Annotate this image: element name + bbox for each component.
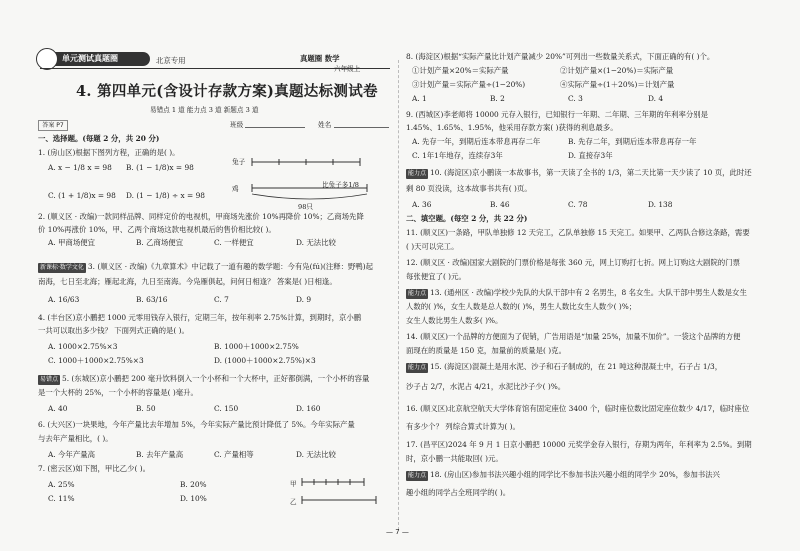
q10-option-d: D. 138 — [648, 200, 673, 209]
q1-option-d: D. (1 − 1/8) ÷ x = 98 — [126, 191, 205, 200]
q4-option-d: D. (1000＋1000×2.75%)×3 — [214, 356, 316, 365]
q7-stem: 7. (密云区)如下图，甲比乙少( )。 — [38, 464, 150, 473]
q8-statement-3: ③计划产量＝实际产量÷(1−20%) — [412, 80, 526, 89]
q2-option-c: C. 一样便宜 — [214, 238, 254, 247]
q4-option-c: C. 1000＋1000×2.75%×3 — [48, 356, 144, 365]
q4-stem-line1: 4. (丰台区)京小鹏把 1000 元零用钱存入银行，定期三年，按年利率 2.75%计算，到期时，京小鹏 — [38, 313, 362, 322]
q5-stem-line2: 是一个大杯的 25%，一个小杯的容量是( )毫升。 — [38, 388, 198, 397]
series-logo-text: 单元测试真题圈 — [62, 54, 118, 63]
name-label: 姓名 — [318, 121, 332, 129]
name-fill-line — [334, 127, 389, 128]
q7-option-c: C. 11% — [48, 494, 75, 503]
q18-tag: 能力点 — [408, 472, 427, 479]
q13-stem-line1 — [406, 288, 747, 299]
q14-stem-line1: 14. (顺义区)一个品牌的方便面为了促销，广告用语是“加量 25%，加量不加价”。一袋这个品牌的方便 — [406, 332, 741, 341]
q1-option-c: C. (1 + 1/8)x = 98 — [48, 191, 116, 200]
q10-stem-text: 10. (海淀区)京小鹏读一本故事书，第一天读了全书的 1/3，第二天比第一天少读了 10 页，此时还 — [430, 168, 752, 177]
page-number: — 7 — — [386, 528, 409, 536]
q2-option-b: B. 乙商场便宜 — [136, 238, 184, 247]
q9-option-a: A. 先存一年，到期后连本带息再存二年 — [412, 137, 541, 146]
q7-option-b: B. 20% — [180, 480, 207, 489]
q18-stem-line2: 趣小组的同学占全班同学的( )。 — [406, 488, 511, 497]
q3-option-d: D. 9 — [296, 295, 312, 304]
q1-option-a: A. x − 1/8 x = 98 — [48, 163, 112, 172]
q15-tag: 能力点 — [408, 364, 427, 371]
grade-label: 六年级上 — [334, 65, 361, 73]
answer-reference: 答案 P7 — [38, 120, 68, 131]
q15-stem-line1 — [406, 362, 722, 373]
q5-tag: 易错点 — [40, 376, 59, 383]
page-title: 4. 第四单元(含设计存款方案)真题达标测试卷 — [76, 83, 378, 100]
mascot-icon — [36, 48, 58, 70]
q8-option-c: C. 3 — [568, 94, 583, 103]
q15-stem-text: 15. (海淀区)混凝土是用水泥、沙子和石子制成的，在 21 吨这种混凝土中，石子占 1/3， — [430, 362, 723, 371]
q13-stem-line2: 人数的( )%，女生人数是总人数的( )%，男生人数比女生人数少( )%； — [406, 302, 637, 311]
q3-tag: 新课标·数学文化 — [40, 264, 84, 271]
q3-option-a: A. 16/63 — [48, 295, 80, 304]
q10-option-b: B. 46 — [490, 200, 510, 209]
q8-statement-4: ④实际产量÷(1＋20%)＝计划产量 — [560, 80, 675, 89]
q1-fig-label-count: 98只 — [298, 203, 313, 211]
q8-stem: 8. (海淀区)根据“实际产量比计划产量减少 20%”可列出一些数量关系式，下面正确的有( )个。 — [406, 52, 715, 61]
q16-stem-line1: 16. (顺义区)北京航空航天大学体育馆有固定座位 3400 个，临时座位数比固定座位数少 4/17，临时座位 — [406, 404, 750, 413]
q3-option-c: C. 7 — [214, 295, 229, 304]
q4-option-b: B. 1000＋1000×2.75% — [214, 342, 299, 351]
q8-option-d: D. 4 — [648, 94, 664, 103]
q2-option-a: A. 甲商场便宜 — [48, 238, 95, 247]
q9-option-b: B. 先存二年，到期后连本带息再存一年 — [568, 137, 697, 146]
q7-fig-label-b: 乙 — [290, 498, 297, 506]
q7-fig-label-a: 甲 — [290, 480, 297, 488]
q5-option-d: D. 160 — [296, 404, 321, 413]
q3-stem-line1 — [38, 262, 373, 273]
header-rule — [40, 68, 390, 69]
q2-stem-line1: 2. (顺义区 · 改编)一款同样品牌、同样定价的电视机，甲商场先涨价 10%再降价 10%；乙商场先降 — [38, 212, 364, 221]
q7-option-d: D. 10% — [180, 494, 207, 503]
class-label: 班级 — [230, 121, 244, 129]
q5-stem-line1 — [38, 374, 369, 385]
q7-bar-diagram — [286, 472, 386, 512]
difficulty-stats: 易错点 1 道 能力点 3 道 新题点 3 道 — [150, 106, 259, 114]
q5-option-c: C. 150 — [214, 404, 239, 413]
q2-stem-line2: 价 10%再涨价 10%，甲、乙两个商场这款电视机最后的售价相比较( )。 — [38, 225, 276, 234]
q8-statement-2: ②计划产量×(1−20%)＝实际产量 — [560, 66, 674, 75]
section-choice-heading: 一、选择题。(每题 2 分，共 20 分) — [38, 134, 160, 143]
class-fill-line — [245, 127, 305, 128]
q10-tag: 能力点 — [408, 170, 427, 177]
q9-stem-line2: 1.45%、1.65%、1.95%，他采用存款方案( )获得的利息最多。 — [406, 123, 618, 132]
q9-stem-line1: 9. (西城区)李老师将 10000 元存入银行，已知银行一年期、二年期、三年期的年利率分别是 — [406, 110, 709, 119]
q3-option-b: B. 63/16 — [136, 295, 168, 304]
q17-stem-line1: 17. (昌平区)2024 年 9 月 1 日京小鹏把 10000 元奖学金存入银行，存期为两年，年利率为 2.5%。到期 — [406, 440, 752, 449]
q6-option-b: B. 去年产量高 — [136, 450, 184, 459]
q9-option-d: D. 直接存3年 — [568, 151, 613, 160]
q8-option-b: B. 2 — [490, 94, 505, 103]
q1-option-b: B. (1 − 1/8)x = 98 — [126, 163, 194, 172]
q5-option-a: A. 40 — [48, 404, 68, 413]
q16-stem-line2: 有多少个？ 列综合算式计算为( )。 — [406, 422, 520, 431]
q14-stem-line2: 面现在的质量是 150 克，加量前的质量是( )克。 — [406, 346, 566, 355]
q15-stem-line2: 沙子占 2/7，水泥占 4/21，水泥比沙子少( )%。 — [406, 382, 566, 391]
q13-stem-line3: 女生人数比男生人数多( )%。 — [406, 316, 503, 325]
q9-option-c: C. 1年1年地存，连续存3年 — [412, 151, 503, 160]
q6-option-c: C. 产量相等 — [214, 450, 254, 459]
q4-option-a: A. 1000×2.75%×3 — [48, 342, 118, 351]
q2-option-d: D. 无法比较 — [296, 238, 336, 247]
q3-stem-line2: 南海，七日至北海；雁起北海，九日至南海。今凫雁俱起，问何日相逢？ 答案是( )日相逢。 — [38, 277, 337, 286]
q10-stem-line1 — [406, 168, 752, 179]
q17-stem-line2: 时，京小鹏一共能取回( )元。 — [406, 454, 503, 463]
q13-tag: 能力点 — [408, 290, 427, 297]
q18-stem-text: 18. (房山区)参加书法兴趣小组的同学比不参加书法兴趣小组的同学少 20%，参加书法兴 — [430, 470, 720, 479]
q12-stem-line2: 每张便宜了( )元。 — [406, 272, 466, 281]
section-fill-heading: 二、填空题。(每空 2 分，共 22 分) — [406, 214, 528, 223]
q11-stem-line1: 11. (顺义区)一条路，甲队单独修 12 天完工，乙队单独修 15 天完工。如果甲、乙两队合修这条路，需要 — [406, 228, 750, 237]
q8-option-a: A. 1 — [412, 94, 427, 103]
q10-option-a: A. 36 — [412, 200, 432, 209]
q5-option-b: B. 50 — [136, 404, 156, 413]
q6-stem-line2: 与去年产量相比，( )。 — [38, 434, 113, 443]
q1-fig-label-chicken: 鸡 — [232, 185, 239, 193]
q7-option-a: A. 25% — [48, 480, 75, 489]
q1-fig-label-more: 比兔子多1/8 — [322, 181, 359, 189]
q10-stem-line2: 剩 80 页没读，这本故事书共有( )页。 — [406, 184, 532, 193]
q13-stem-text: 13. (通州区 · 改编)学校少先队的大队干部中有 2 名男生，8 名女生。大队干部中男生人数是女生 — [430, 288, 747, 297]
q6-stem-line1: 6. (大兴区)一块果地，今年产量比去年增加 5%，今年实际产量比预计降低了 5%。今年实际产量 — [38, 420, 355, 429]
q10-option-c: C. 78 — [568, 200, 588, 209]
column-divider — [398, 60, 399, 530]
q8-statement-1: ①计划产量×20%＝实际产量 — [412, 66, 509, 75]
q1-fig-label-rabbit: 兔子 — [232, 158, 246, 166]
q6-option-d: D. 无法比较 — [296, 450, 336, 459]
q6-option-a: A. 今年产量高 — [48, 450, 95, 459]
q4-stem-line2: 一共可以取出多少钱？ 下面列式正确的是( )。 — [38, 326, 189, 335]
edition-label: 北京专用 — [156, 56, 186, 65]
q18-stem-line1 — [406, 470, 720, 481]
q5-stem-text: 5. (东城区)京小鹏把 200 毫升饮料倒入一个小杯和一个大杯中，正好都倒满，一个小杯的容量 — [62, 374, 370, 383]
series-label: 真题圈 数学 — [300, 54, 340, 63]
q12-stem-line1: 12. (顺义区 · 改编)国家大剧院的门票价格是每张 360 元，网上订购打七折。网上订购这大剧院的门票 — [406, 258, 740, 267]
q3-stem-text: 3. (顺义区 · 改编)《九章算术》中记载了一道有趣的数学题：今有凫(fú)(注释：野鸭)起 — [87, 262, 374, 271]
q11-stem-line2: ( )天可以完工。 — [406, 242, 459, 251]
q1-stem: 1. (房山区)根据下图列方程，正确的是( )。 — [38, 148, 180, 157]
